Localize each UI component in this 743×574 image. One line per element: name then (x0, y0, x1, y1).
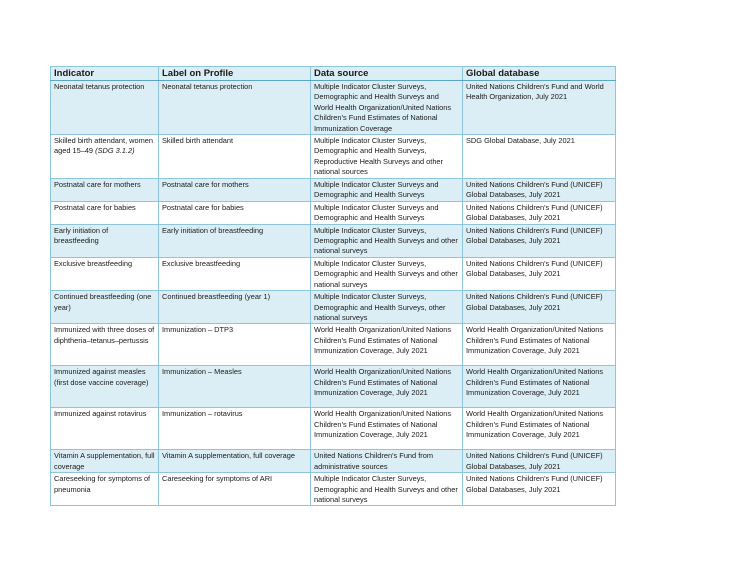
cell-source: World Health Organization/United Nations Children’s Fund Estimates of National Immunization Coverage, July 2021 (311, 324, 463, 366)
header-data-source: Data source (311, 67, 463, 81)
cell-indicator: Postnatal care for mothers (51, 179, 159, 202)
cell-source: Multiple Indicator Cluster Surveys and Demographic and Health Surveys (311, 179, 463, 202)
table-row (51, 257, 616, 290)
cell-source: United Nations Children’s Fund from administrative sources (311, 450, 463, 473)
table-row (51, 473, 616, 506)
cell-indicator (51, 135, 159, 179)
cell-label: Postnatal care for mothers (159, 179, 311, 202)
table-row (51, 324, 616, 366)
cell-indicator: Careseeking for symptoms of pneumonia (51, 473, 159, 506)
cell-label: Skilled birth attendant (159, 135, 311, 179)
cell-indicator: Immunized with three doses of diphtheria–tetanus–pertussis (51, 324, 159, 366)
cell-indicator: Neonatal tetanus protection (51, 81, 159, 135)
cell-indicator: Vitamin A supplementation, full coverage (51, 450, 159, 473)
cell-database: United Nations Children’s Fund (UNICEF) Global Databases, July 2021 (463, 201, 616, 224)
cell-database: United Nations Children’s Fund (UNICEF) Global Databases, July 2021 (463, 224, 616, 257)
table-row (51, 366, 616, 408)
table-row (51, 201, 616, 224)
cell-database: United Nations Children’s Fund (UNICEF) Global Databases, July 2021 (463, 291, 616, 324)
cell-label: Early initiation of breastfeeding (159, 224, 311, 257)
cell-database: United Nations Children’s Fund (UNICEF) Global Databases, July 2021 (463, 473, 616, 506)
cell-label: Exclusive breastfeeding (159, 257, 311, 290)
cell-database: World Health Organization/United Nations Children’s Fund Estimates of National Immunization Coverage, July 2021 (463, 366, 616, 408)
indicator-table (50, 66, 616, 506)
cell-database: United Nations Children’s Fund and World Health Organization, July 2021 (463, 81, 616, 135)
cell-indicator-sdg: (SDG 3.1.2) (95, 146, 135, 156)
cell-source: World Health Organization/United Nations Children’s Fund Estimates of National Immunization Coverage, July 2021 (311, 366, 463, 408)
cell-source: Multiple Indicator Cluster Surveys and Demographic and Health Surveys (311, 201, 463, 224)
cell-source: Multiple Indicator Cluster Surveys, Demographic and Health Surveys and other national surveys (311, 224, 463, 257)
cell-database: SDG Global Database, July 2021 (463, 135, 616, 179)
table-row (51, 135, 616, 179)
cell-database: World Health Organization/United Nations Children’s Fund Estimates of National Immunization Coverage, July 2021 (463, 408, 616, 450)
table-row (51, 81, 616, 135)
cell-database: United Nations Children’s Fund (UNICEF) Global Databases, July 2021 (463, 179, 616, 202)
table-row (51, 408, 616, 450)
table-row (51, 179, 616, 202)
cell-label: Postnatal care for babies (159, 201, 311, 224)
cell-source: Multiple Indicator Cluster Surveys, Demographic and Health Surveys, other national surveys (311, 291, 463, 324)
cell-label: Continued breastfeeding (year 1) (159, 291, 311, 324)
header-indicator: Indicator (51, 67, 159, 81)
cell-label: Immunization – DTP3 (159, 324, 311, 366)
cell-label: Vitamin A supplementation, full coverage (159, 450, 311, 473)
cell-label: Immunization – rotavirus (159, 408, 311, 450)
cell-database: World Health Organization/United Nations Children’s Fund Estimates of National Immunization Coverage, July 2021 (463, 324, 616, 366)
cell-database: United Nations Children’s Fund (UNICEF) Global Databases, July 2021 (463, 450, 616, 473)
cell-indicator-text: Skilled birth attendant, women aged 15–49 (54, 136, 154, 156)
cell-indicator: Exclusive breastfeeding (51, 257, 159, 290)
table-row (51, 450, 616, 473)
table-header-row (51, 67, 616, 81)
cell-source: Multiple Indicator Cluster Surveys, Demographic and Health Surveys and other national surveys (311, 473, 463, 506)
cell-label: Careseeking for symptoms of ARI (159, 473, 311, 506)
cell-database: United Nations Children’s Fund (UNICEF) Global Databases, July 2021 (463, 257, 616, 290)
cell-indicator: Continued breastfeeding (one year) (51, 291, 159, 324)
table-row (51, 224, 616, 257)
cell-indicator: Postnatal care for babies (51, 201, 159, 224)
cell-indicator: Early initiation of breastfeeding (51, 224, 159, 257)
cell-source: Multiple Indicator Cluster Surveys, Demographic and Health Surveys and World Health Organization/United Nations Children’s Fund Estimates of National Immunization Coverage (311, 81, 463, 135)
cell-label: Immunization – Measles (159, 366, 311, 408)
cell-indicator: Immunized against measles (first dose vaccine coverage) (51, 366, 159, 408)
cell-label: Neonatal tetanus protection (159, 81, 311, 135)
header-label-on-profile: Label on Profile (159, 67, 311, 81)
table-row (51, 291, 616, 324)
cell-source: Multiple Indicator Cluster Surveys, Demographic and Health Surveys, Reproductive Health Surveys and other national sources (311, 135, 463, 179)
cell-source: World Health Organization/United Nations Children’s Fund Estimates of National Immunization Coverage, July 2021 (311, 408, 463, 450)
header-global-database: Global database (463, 67, 616, 81)
cell-source: Multiple Indicator Cluster Surveys, Demographic and Health Surveys and other national surveys (311, 257, 463, 290)
cell-indicator: Immunized against rotavirus (51, 408, 159, 450)
